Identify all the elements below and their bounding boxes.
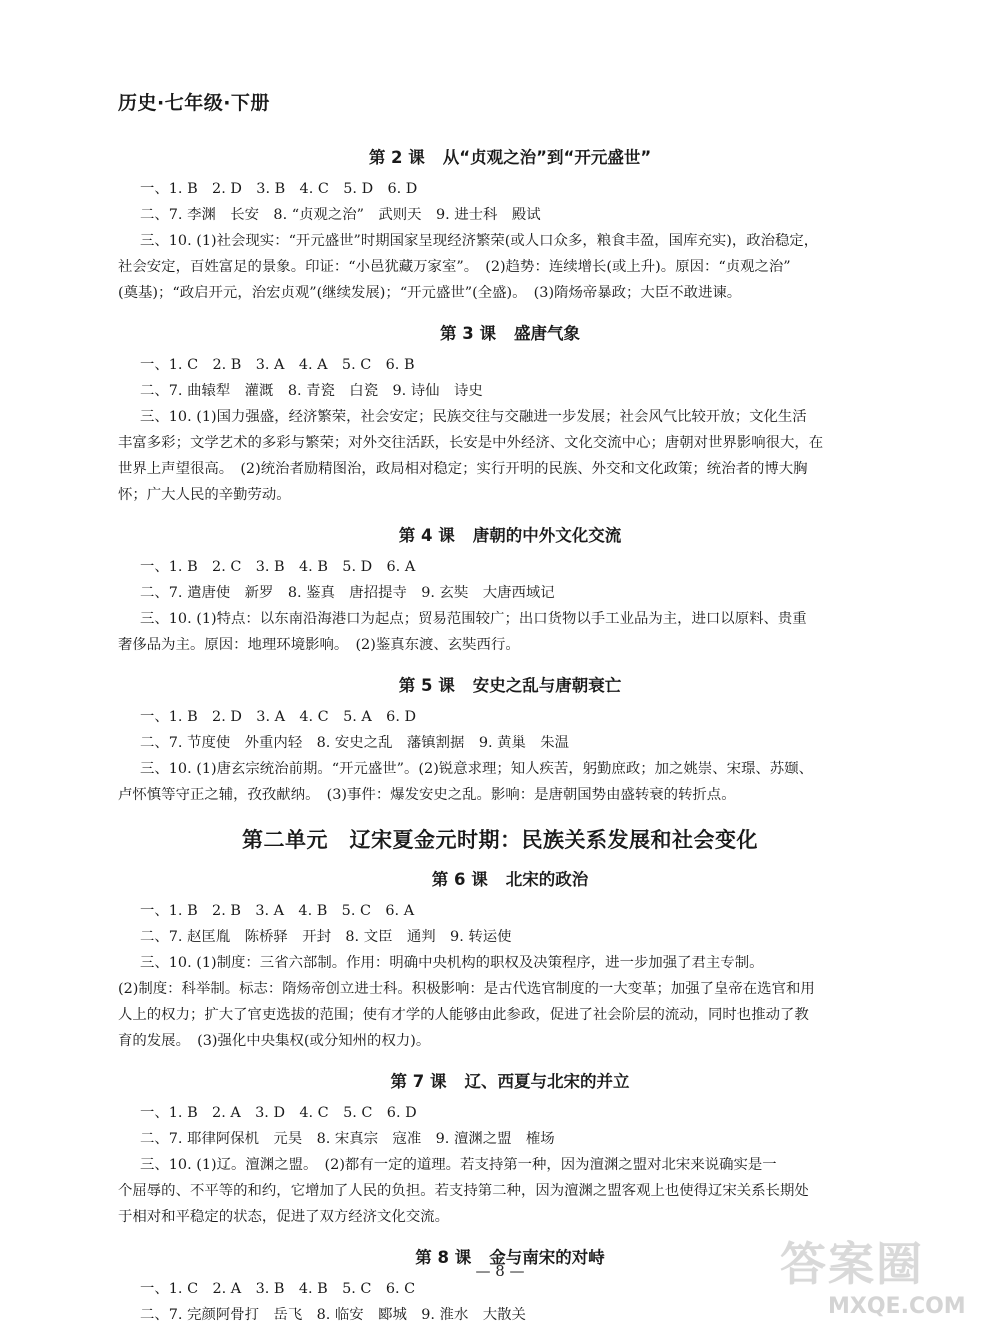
answer-line: 二、7. 完颜阿骨打 岳飞 8. 临安 郾城 9. 淮水 大散关 <box>140 1307 526 1323</box>
answer-block <box>0 1100 1000 1230</box>
lesson-title <box>0 862 1000 898</box>
lesson-number: 第 6 课 <box>431 870 488 889</box>
answer-line: 于相对和平稳定的状态，促进了双方经济文化交流。 <box>118 1209 449 1225</box>
lesson-name: 安史之乱与唐朝衰亡 <box>472 676 622 695</box>
answer-line: 卢怀慎等守正之辅，孜孜献纳。 (3)事件：爆发安史之乱。影响：是唐朝国势由盛转衰的转折点。 <box>118 787 736 803</box>
answer-line: 一、1. B 2. A 3. D 4. C 5. C 6. D <box>140 1105 417 1121</box>
answer-line: 三、10. (1)唐玄宗统治前期。“开元盛世”。(2)锐意求理；知人疾苦，躬勤庶政；加之姚崇、宋璟、苏颋、 <box>140 761 813 777</box>
lesson-title <box>0 140 1000 176</box>
answer-line: 二、7. 曲辕犁 灌溉 8. 青瓷 白瓷 9. 诗仙 诗史 <box>140 383 483 399</box>
lesson-name: 唐朝的中外文化交流 <box>472 526 622 545</box>
answer-line: 奢侈品为主。原因：地理环境影响。 (2)鉴真东渡、玄奘西行。 <box>118 637 520 653</box>
lesson-number: 第 2 课 <box>368 148 425 167</box>
answer-line: 一、1. B 2. D 3. A 4. C 5. A 6. D <box>140 709 417 725</box>
answer-line: 世界上声望很高。 (2)统治者励精图治，政局相对稳定；实行开明的民族、外交和文化政策；统治者的博大胸 <box>118 461 808 477</box>
page-number: — 8 — <box>475 1262 525 1280</box>
answer-line: 丰富多彩；文学艺术的多彩与繁荣；对外交往活跃，长安是中外经济、文化交流中心；唐朝对世界影响很大，在 <box>118 435 824 451</box>
lesson-name: 辽、西夏与北宋的并立 <box>464 1072 630 1091</box>
answer-line: 社会安定，百姓富足的景象。印证：“小邑犹藏万家室”。 (2)趋势：连续增长(或上升)。原因：“贞观之治” <box>118 259 791 275</box>
lesson-title <box>0 518 1000 554</box>
answer-line: (奠基)；“政启开元，治宏贞观”(继续发展)；“开元盛世”(全盛)。 (3)隋炀帝暴政；大臣不敢进谏。 <box>118 285 742 301</box>
lesson-name: 金与南宋的对峙 <box>489 1248 605 1267</box>
answer-block <box>0 554 1000 658</box>
answer-block <box>0 352 1000 508</box>
answer-line: 三、10. (1)特点：以东南沿海港口为起点；贸易范围较广；出口货物以手工业品为主，进口以原料、贵重 <box>140 611 807 627</box>
watermark-text: 答案圈 <box>780 1237 924 1291</box>
lesson-number: 第 7 课 <box>390 1072 447 1091</box>
lesson-list <box>0 140 1000 808</box>
answer-line: 三、10. (1)制度：三省六部制。作用：明确中央机构的职权及决策程序，进一步加强了君主专制。 <box>140 955 764 971</box>
lesson-number: 第 8 课 <box>415 1248 472 1267</box>
lesson-name: 北宋的政治 <box>505 870 589 889</box>
answer-line: 三、10. (1)国力强盛，经济繁荣，社会安定；民族交往与交融进一步发展；社会风气比较开放；文化生活 <box>140 409 807 425</box>
answer-line: 一、1. B 2. B 3. A 4. B 5. C 6. A <box>140 903 415 919</box>
content <box>0 140 1000 1338</box>
answer-line: 二、7. 赵匡胤 陈桥驿 开封 8. 文臣 通判 9. 转运使 <box>140 929 512 945</box>
lesson-name: 从“贞观之治”到“开元盛世” <box>442 148 652 167</box>
answer-line: 育的发展。 (3)强化中央集权(或分知州的权力)。 <box>118 1033 431 1049</box>
running-head: 历史·七年级·下册 <box>118 92 270 114</box>
answer-line: 怀；广大人民的辛勤劳动。 <box>118 487 291 503</box>
answer-line: 二、7. 耶律阿保机 元昊 8. 宋真宗 寇准 9. 澶渊之盟 榷场 <box>140 1131 555 1147</box>
answer-line: 一、1. B 2. C 3. B 4. B 5. D 6. A <box>140 559 416 575</box>
lesson-name: 盛唐气象 <box>513 324 580 343</box>
answer-line: 三、10. (1)辽。澶渊之盟。 (2)都有一定的道理。若支持第一种，因为澶渊之盟对北宋来说确实是一 <box>140 1157 777 1173</box>
answer-line: 二、7. 节度使 外重内轻 8. 安史之乱 藩镇割据 9. 黄巢 朱温 <box>140 735 570 751</box>
lesson-number: 第 4 课 <box>398 526 455 545</box>
answer-line: 人上的权力；扩大了官吏选拔的范围；使有才学的人能够由此参政，促进了社会阶层的流动，同时也推动了教 <box>118 1007 809 1023</box>
answer-line: 一、1. C 2. A 3. B 4. B 5. C 6. C <box>140 1281 416 1297</box>
answer-line: 一、1. B 2. D 3. B 4. C 5. D 6. D <box>140 181 418 197</box>
lesson-title <box>0 668 1000 704</box>
answer-block <box>0 176 1000 306</box>
answer-line: 个屈辱的、不平等的和约，它增加了人民的负担。若支持第二种，因为澶渊之盟客观上也使得辽宋关系长期处 <box>118 1183 809 1199</box>
lesson-number: 第 3 课 <box>440 324 496 343</box>
lesson-number: 第 5 课 <box>398 676 455 695</box>
answer-line: 三、10. (1)社会现实：“开元盛世”时期国家呈现经济繁荣(或人口众多，粮食丰盈，国库充实)，政治稳定， <box>140 233 819 249</box>
answer-line: 一、1. C 2. B 3. A 4. A 5. C 6. B <box>140 357 415 373</box>
unit-title: 第二单元 辽宋夏金元时期：民族关系发展和社会变化 <box>242 828 758 852</box>
watermark-logo <box>780 1228 990 1328</box>
answer-line: 二、7. 李渊 长安 8. “贞观之治” 武则天 9. 进士科 殿试 <box>140 207 541 223</box>
answer-block <box>0 898 1000 1054</box>
watermark-url: MXQE.COM <box>828 1294 966 1319</box>
lesson-title <box>0 316 1000 352</box>
lesson-title <box>0 1064 1000 1100</box>
answer-block <box>0 704 1000 808</box>
answer-line: 二、7. 遣唐使 新罗 8. 鉴真 唐招提寺 9. 玄奘 大唐西域记 <box>140 585 555 601</box>
answer-line: (2)制度：科举制。标志：隋炀帝创立进士科。积极影响：是古代选官制度的一大变革；加强了皇帝在选官和用 <box>118 981 815 997</box>
